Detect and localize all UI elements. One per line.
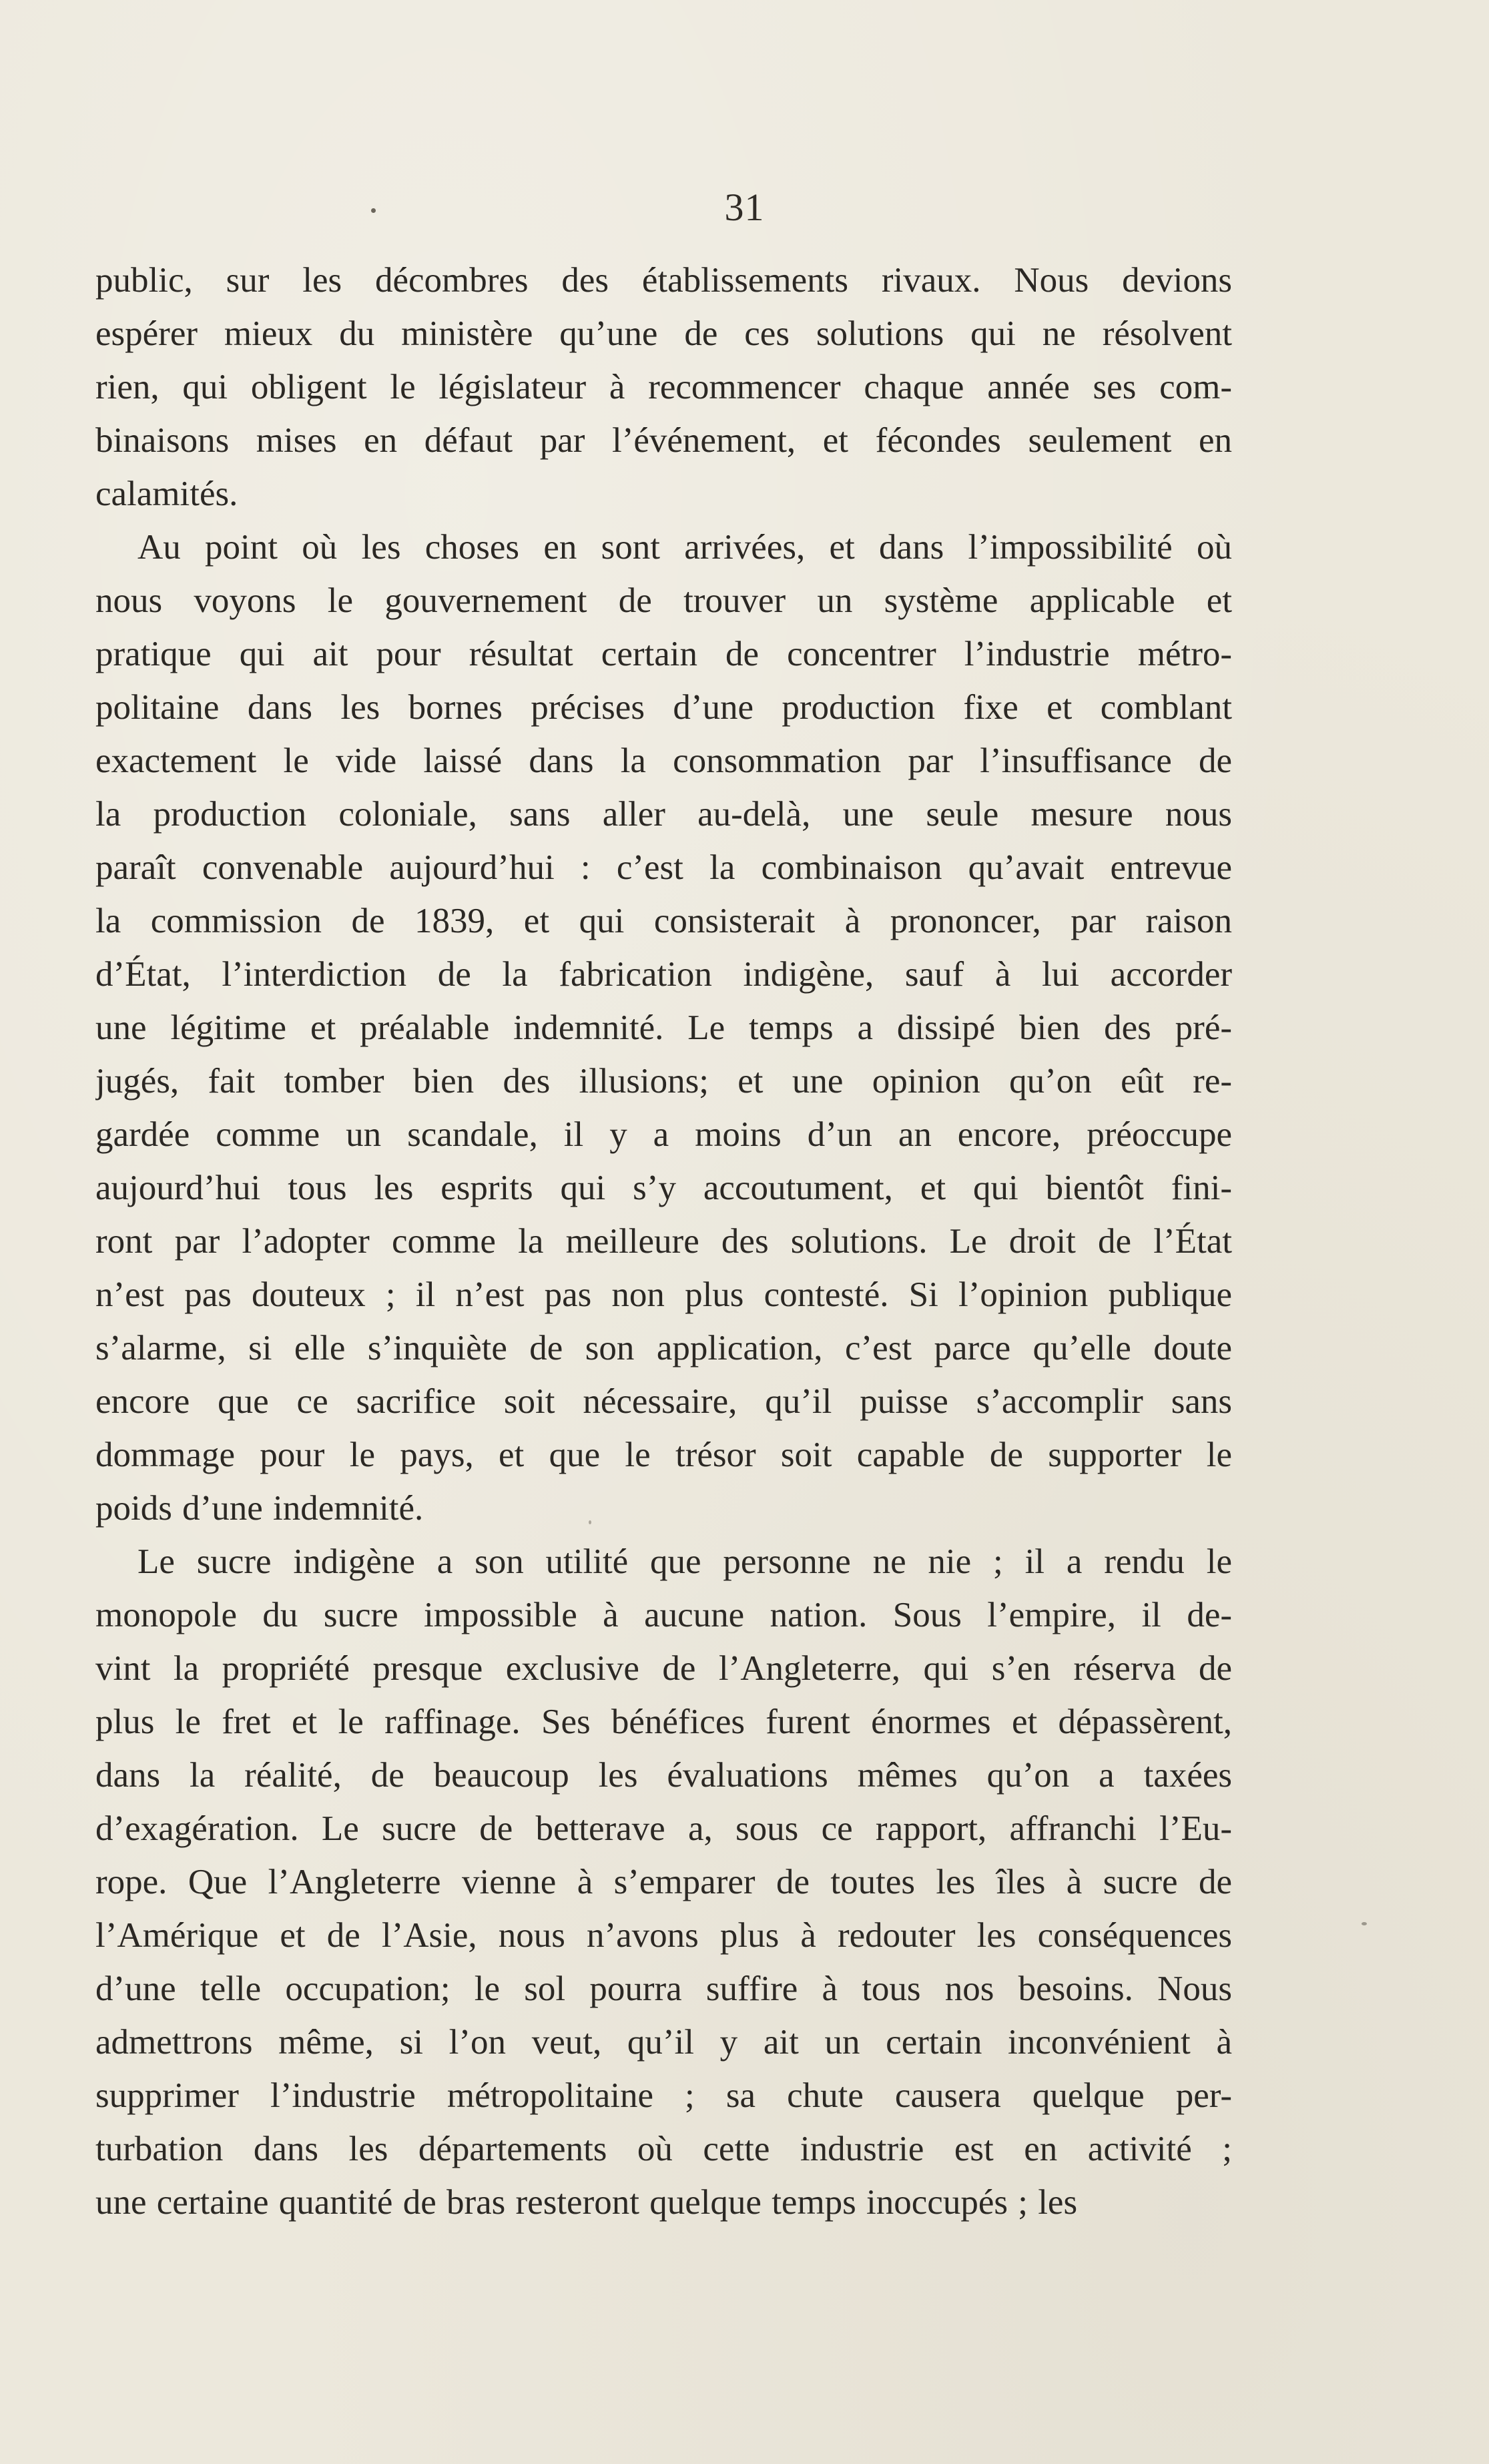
text-line: une légitime et préalable indemnité. Le temps a dissipé bien des pré-: [95, 1008, 1232, 1047]
text-line: monopole du sucre impossible à aucune nation. Sous l’empire, il de-: [95, 1596, 1232, 1634]
text-line: paraît convenable aujourd’hui : c’est la combinaison qu’avait entrevue: [95, 848, 1232, 887]
text-line: encore que ce sacrifice soit nécessaire, qu’il puisse s’accomplir sans: [95, 1382, 1232, 1421]
text-line: l’Amérique et de l’Asie, nous n’avons plus à redouter les conséquences: [95, 1916, 1232, 1955]
text-line: calamités.: [95, 475, 238, 513]
text-line: binaisons mises en défaut par l’événement, et fécondes seulement en: [95, 421, 1232, 460]
paper-speck: [1362, 1922, 1367, 1925]
text-line: d’État, l’interdiction de la fabrication indigène, sauf à lui accorder: [95, 955, 1232, 994]
text-line: n’est pas douteux ; il n’est pas non plus contesté. Si l’opinion publique: [95, 1275, 1232, 1314]
text-line: dommage pour le pays, et que le trésor soit capable de supporter le: [95, 1436, 1232, 1474]
text-line: aujourd’hui tous les esprits qui s’y accoutument, et qui bientôt fini-: [95, 1169, 1232, 1207]
text-line: une certaine quantité de bras resteront quelque temps inoccupés ; les: [95, 2183, 1078, 2222]
text-line: poids d’une indemnité.: [95, 1489, 424, 1528]
text-line: plus le fret et le raffinage. Ses bénéfices furent énormes et dépassèrent,: [95, 1703, 1232, 1741]
text-line: jugés, fait tomber bien des illusions; et une opinion qu’on eût re-: [95, 1062, 1232, 1101]
text-line: politaine dans les bornes précises d’une production fixe et comblant: [95, 688, 1232, 727]
text-line: espérer mieux du ministère qu’une de ces solutions qui ne résolvent: [95, 314, 1232, 353]
text-line: pratique qui ait pour résultat certain de concentrer l’industrie métro-: [95, 635, 1232, 673]
text-line: ront par l’adopter comme la meilleure des solutions. Le droit de l’État: [95, 1222, 1232, 1261]
text-line: turbation dans les départements où cette industrie est en activité ;: [95, 2130, 1232, 2168]
text-line: rien, qui obligent le législateur à recommencer chaque année ses com-: [95, 368, 1232, 406]
text-line: exactement le vide laissé dans la consommation par l’insuffisance de: [95, 741, 1232, 780]
text-line: rope. Que l’Angleterre vienne à s’emparer de toutes les îles à sucre de: [95, 1863, 1232, 1901]
paper-speck: [371, 208, 376, 213]
text-line: la commission de 1839, et qui consisterait à prononcer, par raison: [95, 902, 1232, 940]
text-line: admettrons même, si l’on veut, qu’il y ait un certain inconvénient à: [95, 2023, 1232, 2062]
text-line: dans la réalité, de beaucoup les évaluations mêmes qu’on a taxées: [95, 1756, 1232, 1795]
text-line: vint la propriété presque exclusive de l’Angleterre, qui s’en réserva de: [95, 1649, 1232, 1688]
text-line: la production coloniale, sans aller au-delà, une seule mesure nous: [95, 795, 1232, 834]
text-line: public, sur les décombres des établissements rivaux. Nous devions: [95, 261, 1232, 300]
text-line: supprimer l’industrie métropolitaine ; sa chute causera quelque per-: [95, 2076, 1232, 2115]
page-number: 31: [724, 186, 765, 229]
text-line: s’alarme, si elle s’inquiète de son application, c’est parce qu’elle doute: [95, 1329, 1232, 1367]
text-line: gardée comme un scandale, il y a moins d’un an encore, préoccupe: [95, 1115, 1232, 1154]
text-line: d’une telle occupation; le sol pourra suffire à tous nos besoins. Nous: [95, 1969, 1232, 2008]
text-line: d’exagération. Le sucre de betterave a, sous ce rapport, affranchi l’Eu-: [95, 1809, 1232, 1848]
text-line: nous voyons le gouvernement de trouver un système applicable et: [95, 581, 1232, 620]
text-line: Au point où les choses en sont arrivées, et dans l’impossibilité où: [137, 528, 1232, 567]
paper-speck: [589, 1520, 591, 1524]
body-text: [95, 254, 1232, 2229]
text-line: Le sucre indigène a son utilité que personne ne nie ; il a rendu le: [137, 1542, 1232, 1581]
